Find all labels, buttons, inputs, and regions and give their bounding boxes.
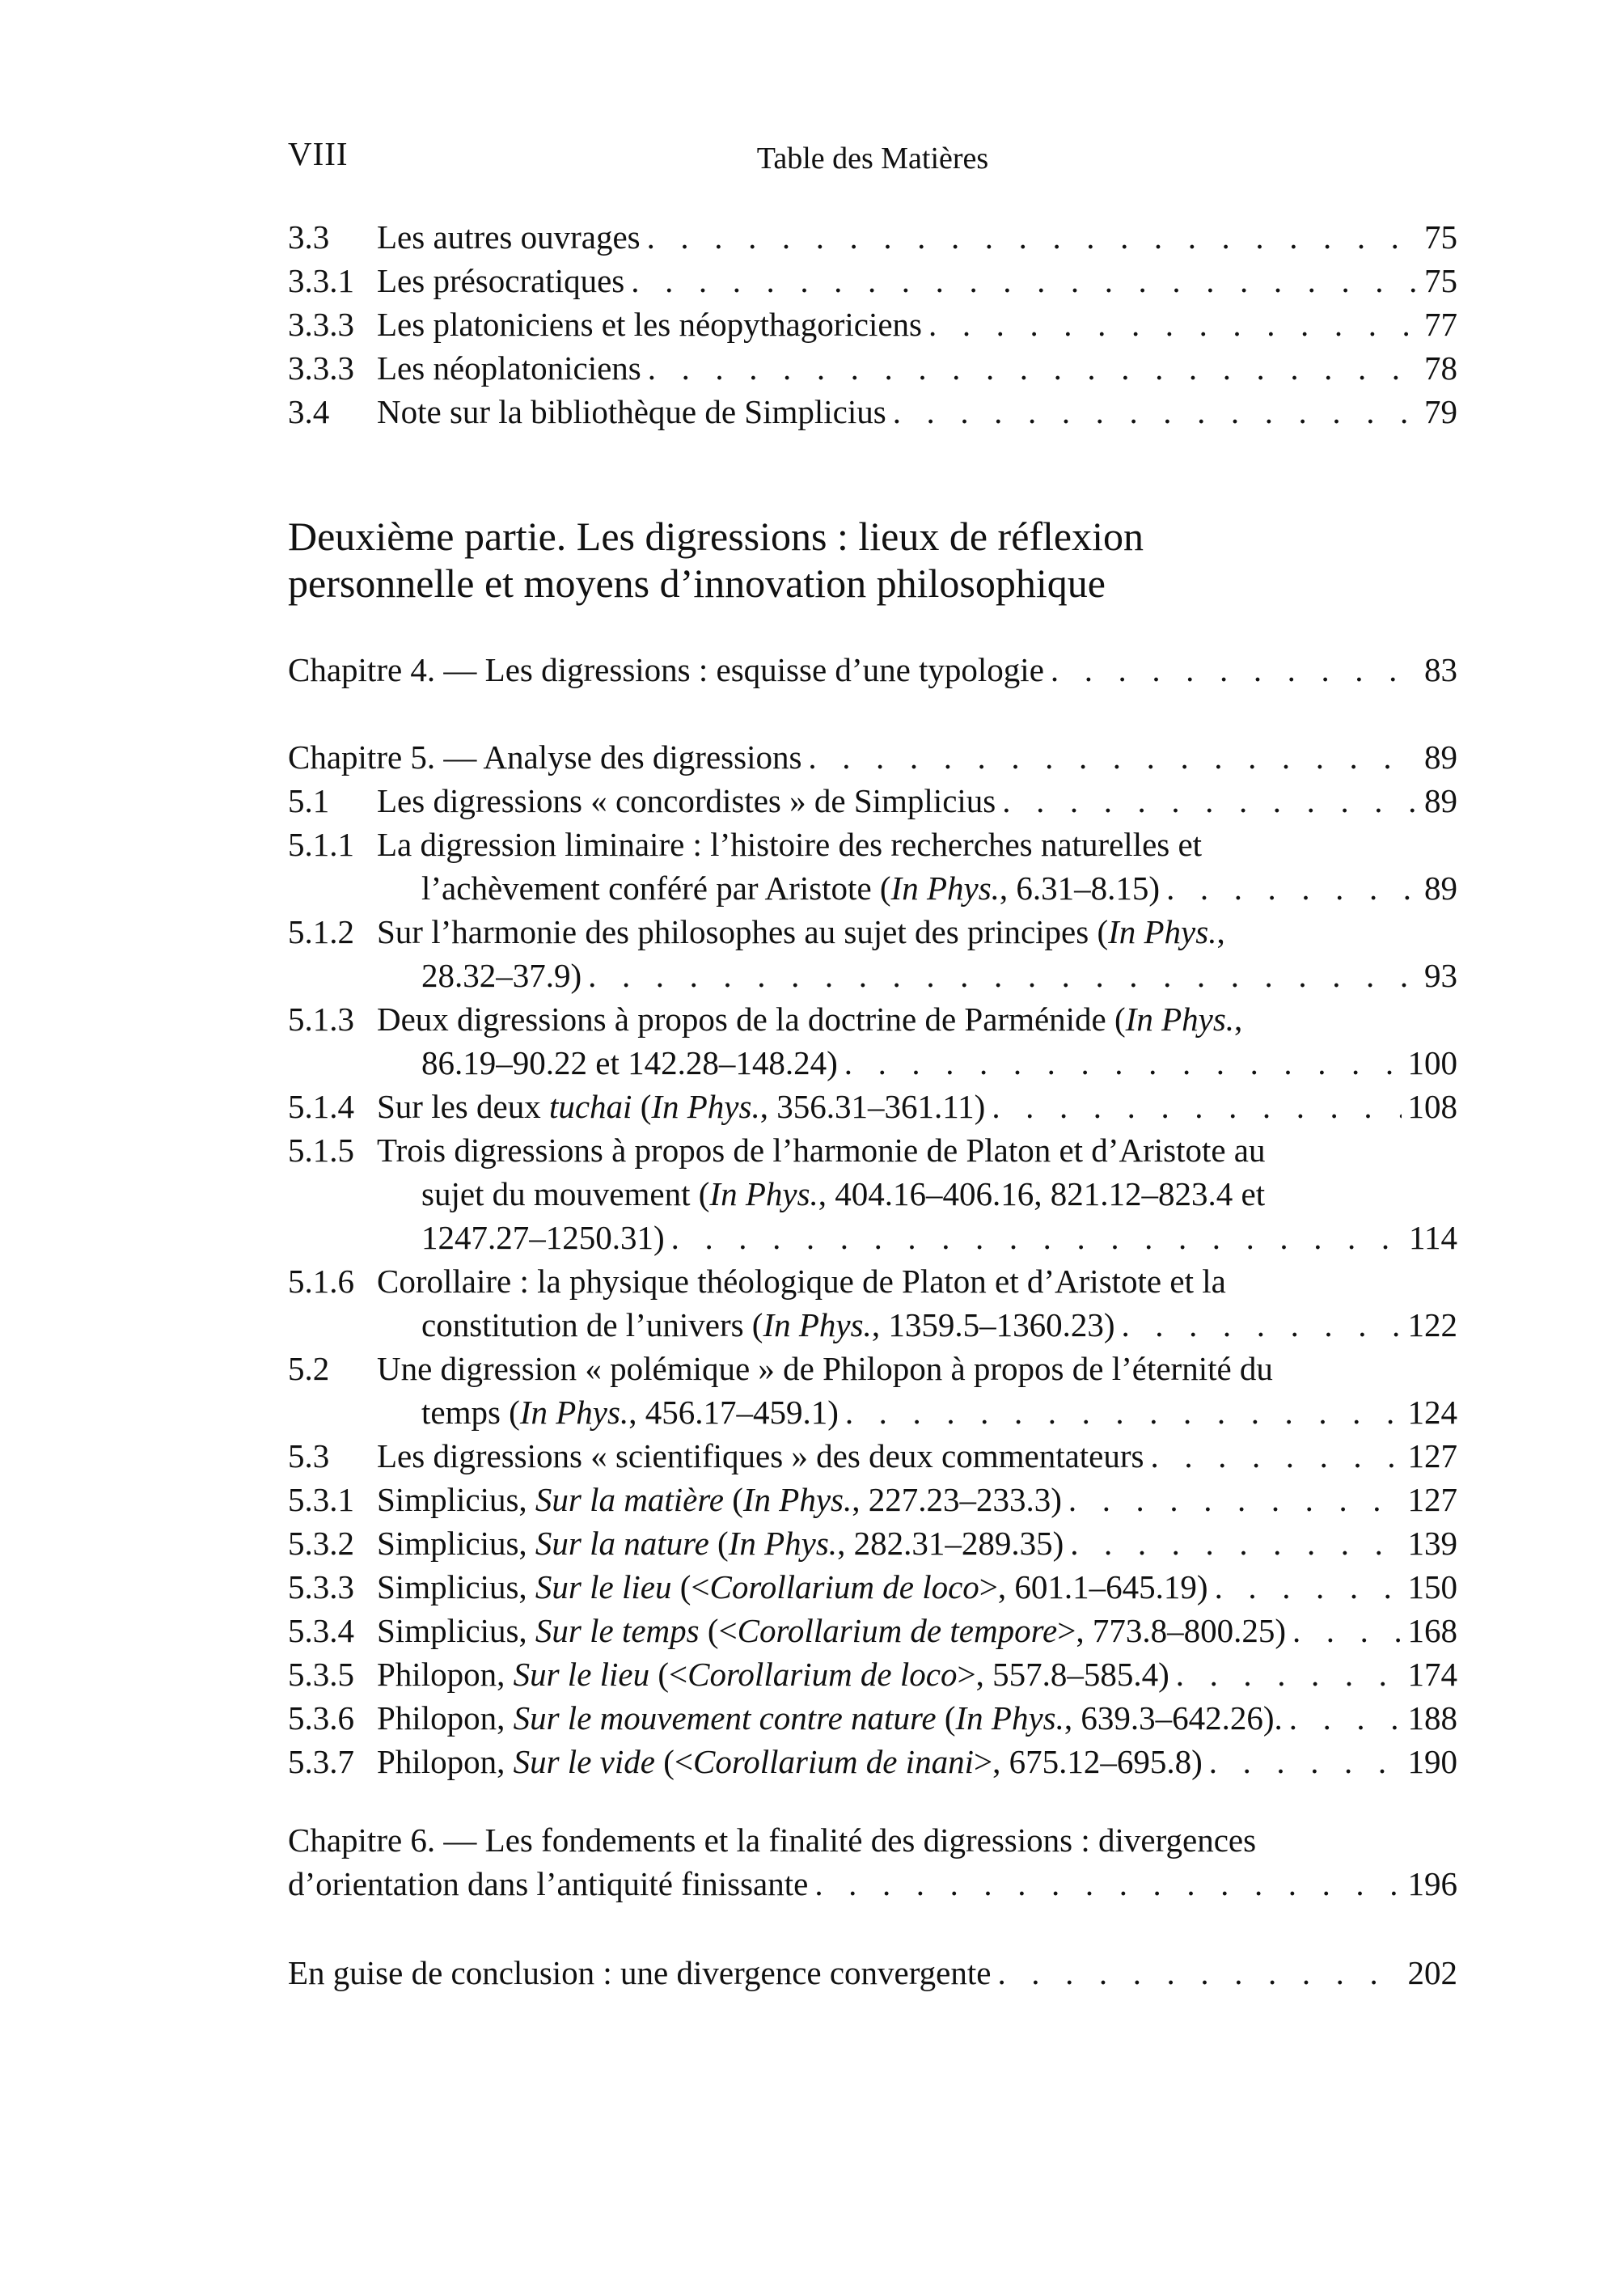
toc-entry[interactable] — [288, 1609, 1457, 1652]
work-reference: Corollarium de loco — [709, 1568, 979, 1606]
entry-number: 5.3.1 — [288, 1481, 354, 1518]
entry-number: 3.3.3 — [288, 306, 354, 343]
dot-leader — [992, 1085, 1401, 1128]
entry-number: 5.1.1 — [288, 826, 354, 863]
toc-entry-continuation[interactable] — [288, 866, 1457, 910]
work-reference: In Phys. — [1125, 1001, 1235, 1038]
toc-entry[interactable] — [288, 259, 1457, 302]
toc-chapter-5 — [288, 735, 1457, 1783]
dot-leader — [928, 302, 1418, 346]
entry-title: Simplicius, Sur la nature (In Phys., 282.31–289.35) — [377, 1525, 1064, 1562]
entry-page: 114 — [1409, 1219, 1457, 1256]
chapter-entry[interactable] — [288, 735, 1457, 779]
work-reference: In Phys. — [728, 1525, 838, 1562]
entry-title: Corollaire : la physique théologique de Platon et d’Aristote et la — [377, 1263, 1226, 1300]
dot-leader — [1289, 1696, 1402, 1740]
entry-title: l’achèvement conféré par Aristote (In Phys., 6.31–8.15) — [421, 869, 1161, 907]
entry-number: 5.3.6 — [288, 1699, 354, 1737]
dot-leader — [1070, 1521, 1401, 1565]
entry-page: 124 — [1407, 1394, 1457, 1431]
entry-page: 93 — [1424, 957, 1457, 994]
entry-title: Philopon, Sur le mouvement contre nature (In Phys., 639.3–642.26). — [377, 1699, 1283, 1737]
toc-entry[interactable] — [288, 1652, 1457, 1696]
entry-page: 168 — [1407, 1612, 1457, 1649]
entry-page: 196 — [1407, 1865, 1457, 1902]
entry-title: Les platoniciens et les néopythagoriciens — [377, 306, 923, 343]
work-reference: In Phys. — [890, 869, 1000, 907]
entry-page: 89 — [1424, 782, 1457, 819]
toc-entry[interactable] — [288, 302, 1457, 346]
entry-title: Les digressions « concordistes » de Simplicius — [377, 782, 996, 819]
chapter-entry[interactable] — [288, 1818, 1457, 1862]
dot-leader — [1209, 1740, 1402, 1783]
entry-title: sujet du mouvement (In Phys., 404.16–406.16, 821.12–823.4 et — [421, 1175, 1266, 1212]
entry-page: 77 — [1424, 306, 1457, 343]
dot-leader — [647, 215, 1418, 259]
treatise-title: Sur le mouvement contre nature — [513, 1699, 937, 1737]
dot-leader — [844, 1041, 1402, 1085]
dot-leader — [845, 1390, 1402, 1434]
entry-title: 86.19–90.22 et 142.28–148.24) — [421, 1044, 838, 1081]
entry-number: 5.1.4 — [288, 1088, 354, 1125]
greek-term: tuchai — [548, 1088, 632, 1125]
entry-title: Sur les deux tuchai (In Phys., 356.31–361.11) — [377, 1088, 986, 1125]
entry-number: 5.1.6 — [288, 1263, 354, 1300]
toc-entry-continuation[interactable] — [288, 1390, 1457, 1434]
toc-entry[interactable] — [288, 779, 1457, 823]
toc-entry[interactable] — [288, 1259, 1457, 1303]
work-reference: In Phys. — [709, 1175, 818, 1212]
toc-entry[interactable] — [288, 390, 1457, 434]
entry-page: 75 — [1424, 218, 1457, 256]
entry-page: 79 — [1424, 393, 1457, 430]
entry-page: 122 — [1407, 1306, 1457, 1343]
entry-title: Philopon, Sur le lieu (<Corollarium de loco>, 557.8–585.4) — [377, 1656, 1169, 1693]
entry-title: Deux digressions à propos de la doctrine de Parménide (In Phys., — [377, 1001, 1243, 1038]
toc-entry[interactable] — [288, 1696, 1457, 1740]
dot-leader — [1121, 1303, 1401, 1347]
entry-page: 188 — [1407, 1699, 1457, 1737]
entry-page: 202 — [1407, 1954, 1457, 1991]
dot-leader — [893, 390, 1418, 434]
dot-leader — [671, 1216, 1402, 1259]
entry-number: 5.3.5 — [288, 1656, 354, 1693]
entry-title: Simplicius, Sur le temps (<Corollarium de tempore>, 773.8–800.25) — [377, 1612, 1286, 1649]
page-header — [288, 134, 1457, 183]
toc-entry-continuation[interactable] — [288, 1216, 1457, 1259]
work-reference: In Phys. — [1108, 913, 1217, 950]
entry-page: 75 — [1424, 262, 1457, 299]
chapter-title: d’orientation dans l’antiquité finissante — [288, 1865, 809, 1902]
dot-leader — [808, 735, 1418, 779]
entry-number: 5.3.2 — [288, 1525, 354, 1562]
chapter-entry-continuation[interactable] — [288, 1862, 1457, 1906]
entry-number: 5.1.3 — [288, 1001, 354, 1038]
dot-leader — [1051, 648, 1418, 692]
entry-page: 89 — [1424, 869, 1457, 907]
work-reference: Corollarium de tempore — [737, 1612, 1058, 1649]
toc-entry[interactable] — [288, 1128, 1457, 1172]
treatise-title: Sur la nature — [535, 1525, 709, 1562]
entry-title: La digression liminaire : l’histoire des recherches naturelles et — [377, 826, 1203, 863]
entry-title: Trois digressions à propos de l’harmonie de Platon et d’Aristote au — [377, 1132, 1266, 1169]
entry-number: 5.2 — [288, 1350, 330, 1387]
toc-entry-continuation[interactable] — [288, 954, 1457, 997]
toc-conclusion — [288, 1951, 1457, 1995]
page-folio: VIII — [288, 135, 349, 172]
dot-leader — [631, 259, 1418, 302]
toc-entry[interactable] — [288, 997, 1457, 1041]
toc-entry[interactable] — [288, 823, 1457, 866]
work-reference: In Phys. — [742, 1481, 852, 1518]
entry-number: 3.3.3 — [288, 349, 354, 387]
dot-leader — [588, 954, 1418, 997]
entry-title: Les autres ouvrages — [377, 218, 641, 256]
entry-title: Les digressions « scientifiques » des deux commentateurs — [377, 1437, 1144, 1474]
dot-leader — [1215, 1565, 1402, 1609]
part-heading — [288, 513, 1457, 607]
toc-entry[interactable] — [288, 1478, 1457, 1521]
toc-entry[interactable] — [288, 1565, 1457, 1609]
toc-chapter-4 — [288, 648, 1457, 692]
entry-title: Philopon, Sur le vide (<Corollarium de inani>, 675.12–695.8) — [377, 1743, 1203, 1780]
entry-page: 150 — [1407, 1568, 1457, 1606]
toc-section-3 — [288, 215, 1457, 434]
work-reference: In Phys. — [763, 1306, 872, 1343]
entry-number: 5.3.4 — [288, 1612, 354, 1649]
dot-leader — [1151, 1434, 1402, 1478]
dot-leader — [1292, 1609, 1402, 1652]
toc-entry-continuation[interactable] — [288, 1041, 1457, 1085]
entry-number: 5.1.5 — [288, 1132, 354, 1169]
entry-page: 100 — [1407, 1044, 1457, 1081]
dot-leader — [1166, 866, 1418, 910]
work-reference: Corollarium de inani — [692, 1743, 974, 1780]
work-reference: In Phys. — [955, 1699, 1064, 1737]
dot-leader — [814, 1862, 1401, 1906]
running-title: Table des Matières — [756, 142, 989, 176]
entry-title: Sur l’harmonie des philosophes au sujet des principes (In Phys., — [377, 913, 1225, 950]
entry-number: 3.3 — [288, 218, 330, 256]
entry-number: 5.3.7 — [288, 1743, 354, 1780]
entry-title: 28.32–37.9) — [421, 957, 582, 994]
dot-leader — [1002, 779, 1418, 823]
chapter-entry[interactable] — [288, 1951, 1457, 1995]
toc-entry[interactable] — [288, 910, 1457, 954]
entry-number: 3.3.1 — [288, 262, 354, 299]
toc-entry[interactable] — [288, 1434, 1457, 1478]
entry-title: Simplicius, Sur la matière (In Phys., 227.23–233.3) — [377, 1481, 1062, 1518]
work-reference: Corollarium de loco — [687, 1656, 958, 1693]
toc-entry[interactable] — [288, 215, 1457, 259]
dot-leader — [648, 346, 1418, 390]
toc-chapter-6 — [288, 1818, 1457, 1906]
chapter-title: Chapitre 4. — Les digressions : esquisse d’une typologie — [288, 651, 1044, 688]
toc-entry-continuation[interactable] — [288, 1303, 1457, 1347]
entry-title: Une digression « polémique » de Philopon à propos de l’éternité du — [377, 1350, 1273, 1387]
toc-entry[interactable] — [288, 1521, 1457, 1565]
part-title-line: personnelle et moyens d’innovation philosophique — [288, 561, 1106, 606]
treatise-title: Sur le vide — [513, 1743, 655, 1780]
chapter-entry[interactable] — [288, 648, 1457, 692]
entry-title: Note sur la bibliothèque de Simplicius — [377, 393, 886, 430]
treatise-title: Sur le temps — [535, 1612, 700, 1649]
entry-page: 127 — [1407, 1481, 1457, 1518]
entry-title: Les présocratiques — [377, 262, 625, 299]
dot-leader — [997, 1951, 1401, 1995]
toc-entry[interactable] — [288, 1085, 1457, 1128]
entry-number: 5.1 — [288, 782, 330, 819]
entry-title: temps (In Phys., 456.17–459.1) — [421, 1394, 839, 1431]
entry-number: 5.1.2 — [288, 913, 354, 950]
entry-page: 190 — [1407, 1743, 1457, 1780]
entry-title: constitution de l’univers (In Phys., 1359.5–1360.23) — [421, 1306, 1115, 1343]
treatise-title: Sur le lieu — [513, 1656, 650, 1693]
entry-page: 78 — [1424, 349, 1457, 387]
treatise-title: Sur le lieu — [535, 1568, 672, 1606]
entry-number: 3.4 — [288, 393, 330, 430]
entry-number: 5.3 — [288, 1437, 330, 1474]
entry-title: Les néoplatoniciens — [377, 349, 641, 387]
toc-entry[interactable] — [288, 346, 1457, 390]
chapter-title: Chapitre 6. — Les fondements et la finalité des digressions : divergences — [288, 1821, 1257, 1859]
entry-number: 5.3.3 — [288, 1568, 354, 1606]
entry-page: 174 — [1407, 1656, 1457, 1693]
entry-title: Simplicius, Sur le lieu (<Corollarium de loco>, 601.1–645.19) — [377, 1568, 1208, 1606]
dot-leader — [1068, 1478, 1402, 1521]
entry-page: 83 — [1424, 651, 1457, 688]
entry-page: 127 — [1407, 1437, 1457, 1474]
toc-entry-continuation[interactable] — [288, 1172, 1457, 1216]
part-title-line: Deuxième partie. Les digressions : lieux de réflexion — [288, 514, 1144, 559]
chapter-title: En guise de conclusion : une divergence convergente — [288, 1954, 992, 1991]
work-reference: In Phys. — [519, 1394, 629, 1431]
chapter-title: Chapitre 5. — Analyse des digressions — [288, 738, 802, 776]
toc-entry[interactable] — [288, 1347, 1457, 1390]
treatise-title: Sur la matière — [535, 1481, 724, 1518]
entry-page: 89 — [1424, 738, 1457, 776]
entry-page: 139 — [1407, 1525, 1457, 1562]
toc-entry[interactable] — [288, 1740, 1457, 1783]
entry-title: 1247.27–1250.31) — [421, 1219, 665, 1256]
dot-leader — [1176, 1652, 1402, 1696]
entry-page: 108 — [1407, 1088, 1457, 1125]
work-reference: In Phys. — [651, 1088, 760, 1125]
